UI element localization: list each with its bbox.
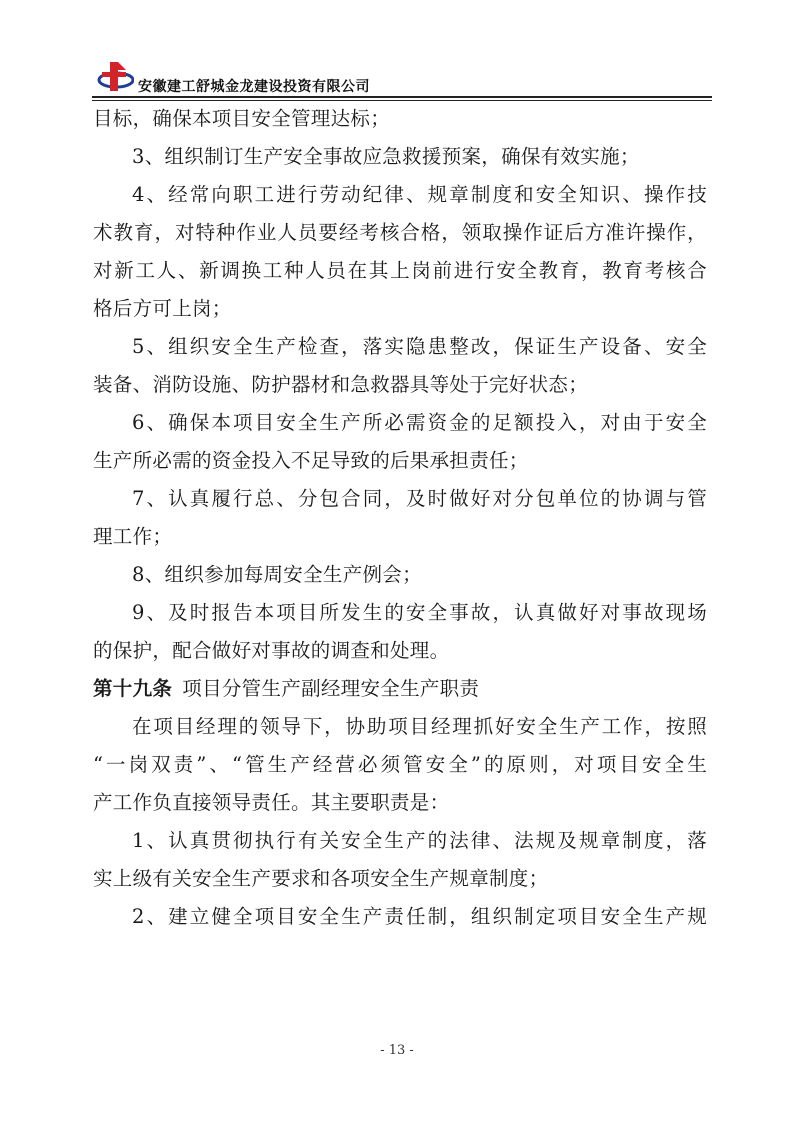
text-line bbox=[93, 138, 707, 176]
text-line bbox=[93, 252, 707, 290]
text-line bbox=[93, 176, 707, 214]
line-text: 格后方可上岗； bbox=[93, 297, 232, 320]
line-text: 4、经常向职工进行劳动纪律、规章制度和安全知识、操作技 bbox=[132, 183, 707, 206]
text-line bbox=[93, 366, 707, 404]
text-line bbox=[93, 898, 707, 936]
page-header bbox=[92, 58, 712, 102]
line-text: 实上级有关安全生产要求和各项安全生产规章制度； bbox=[93, 867, 549, 890]
text-line bbox=[93, 746, 707, 784]
line-text: 术教育，对特种作业人员要经考核合格，领取操作证后方准许操作， bbox=[93, 221, 707, 244]
line-text: 8、组织参加每周安全生产例会； bbox=[132, 563, 422, 586]
text-line bbox=[93, 214, 707, 252]
text-line bbox=[93, 784, 707, 822]
line-text: 2、建立健全项目安全生产责任制，组织制定项目安全生产规 bbox=[132, 905, 707, 928]
line-text: 在项目经理的领导下，协助项目经理抓好安全生产工作，按照 bbox=[132, 715, 707, 738]
line-text: 7、认真履行总、分包合同，及时做好对分包单位的协调与管 bbox=[132, 487, 707, 510]
line-text: 装备、消防设施、防护器材和急救器具等处于完好状态； bbox=[93, 373, 589, 396]
text-line bbox=[93, 708, 707, 746]
text-line bbox=[93, 100, 707, 138]
text-line bbox=[93, 290, 707, 328]
company-name: 安徽建工舒城金龙建设投资有限公司 bbox=[138, 79, 370, 95]
line-text: 目标，确保本项目安全管理达标； bbox=[93, 107, 391, 130]
text-line bbox=[93, 328, 707, 366]
text-line bbox=[93, 860, 707, 898]
text-line bbox=[93, 518, 707, 556]
line-text: 的保护，配合做好对事故的调查和处理。 bbox=[93, 639, 450, 662]
text-line bbox=[93, 632, 707, 670]
company-logo-icon bbox=[96, 58, 134, 96]
line-text: 产工作负直接领导责任。其主要职责是： bbox=[93, 791, 450, 814]
text-line bbox=[93, 594, 707, 632]
text-line bbox=[93, 556, 707, 594]
page-number: - 13 - bbox=[380, 1043, 414, 1058]
line-text: 9、及时报告本项目所发生的安全事故，认真做好对事故现场 bbox=[132, 601, 707, 624]
line-text: 1、认真贯彻执行有关安全生产的法律、法规及规章制度，落 bbox=[132, 829, 707, 852]
line-text: 6、确保本项目安全生产所必需资金的足额投入，对由于安全 bbox=[132, 411, 707, 434]
line-text: 5、组织安全生产检查，落实隐患整改，保证生产设备、安全 bbox=[132, 335, 707, 358]
line-text: 生产所必需的资金投入不足导致的后果承担责任； bbox=[93, 449, 529, 472]
line-text: 项目分管生产副经理安全生产职责 bbox=[182, 677, 480, 700]
text-line bbox=[93, 404, 707, 442]
text-line bbox=[93, 480, 707, 518]
text-line bbox=[93, 822, 707, 860]
line-text: “一岗双责”、“管生产经营必须管安全”的原则，对项目安全生 bbox=[93, 753, 707, 776]
article-number: 第十九条 bbox=[93, 677, 173, 700]
header-rule-thick bbox=[92, 96, 712, 98]
line-text: 3、组织制订生产安全事故应急救援预案，确保有效实施； bbox=[132, 145, 640, 168]
line-text: 对新工人、新调换工种人员在其上岗前进行安全教育，教育考核合 bbox=[93, 259, 707, 282]
section-heading bbox=[93, 670, 707, 708]
document-body bbox=[93, 100, 707, 936]
text-line bbox=[93, 442, 707, 480]
line-text: 理工作； bbox=[93, 525, 173, 548]
